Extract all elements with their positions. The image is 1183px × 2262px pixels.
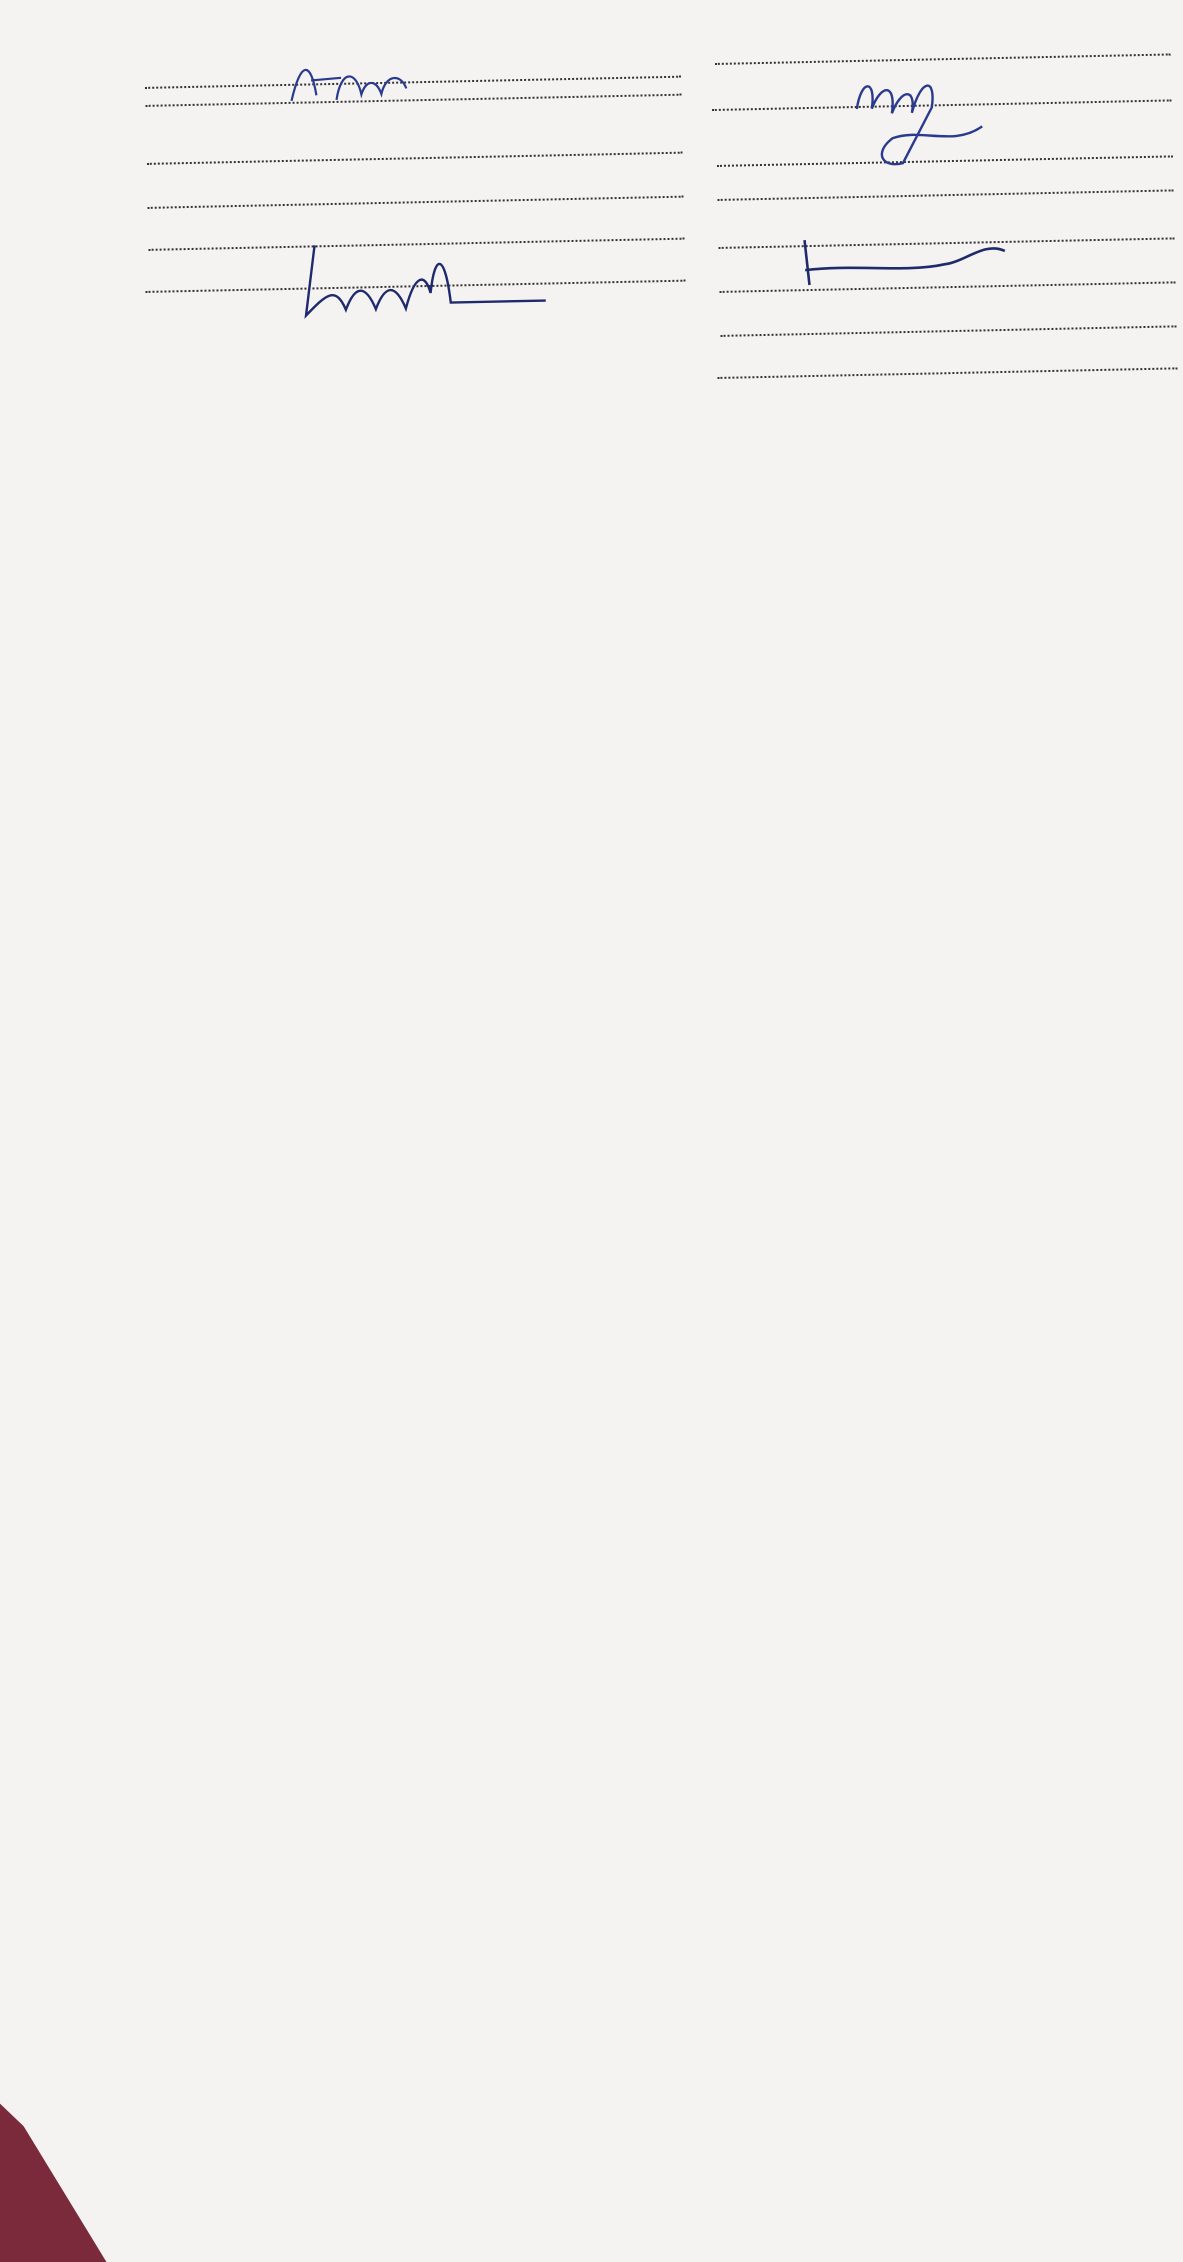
witness-handwritten-signature — [294, 230, 556, 325]
signature-block — [140, 22, 1180, 513]
witness-right-handwritten-signature — [794, 220, 1035, 295]
licensee-handwritten-signature — [841, 66, 1003, 179]
consumer-handwritten-signature — [280, 48, 421, 121]
for-line — [710, 22, 1171, 70]
witness-1-signature-line — [142, 121, 683, 170]
consumer-signatory-heading — [140, 33, 680, 44]
witness-right-address-line-2 — [717, 336, 1178, 384]
witness-name-line — [143, 165, 684, 214]
agreement-document — [140, 8, 1180, 513]
witness-right-address-line — [716, 294, 1177, 342]
